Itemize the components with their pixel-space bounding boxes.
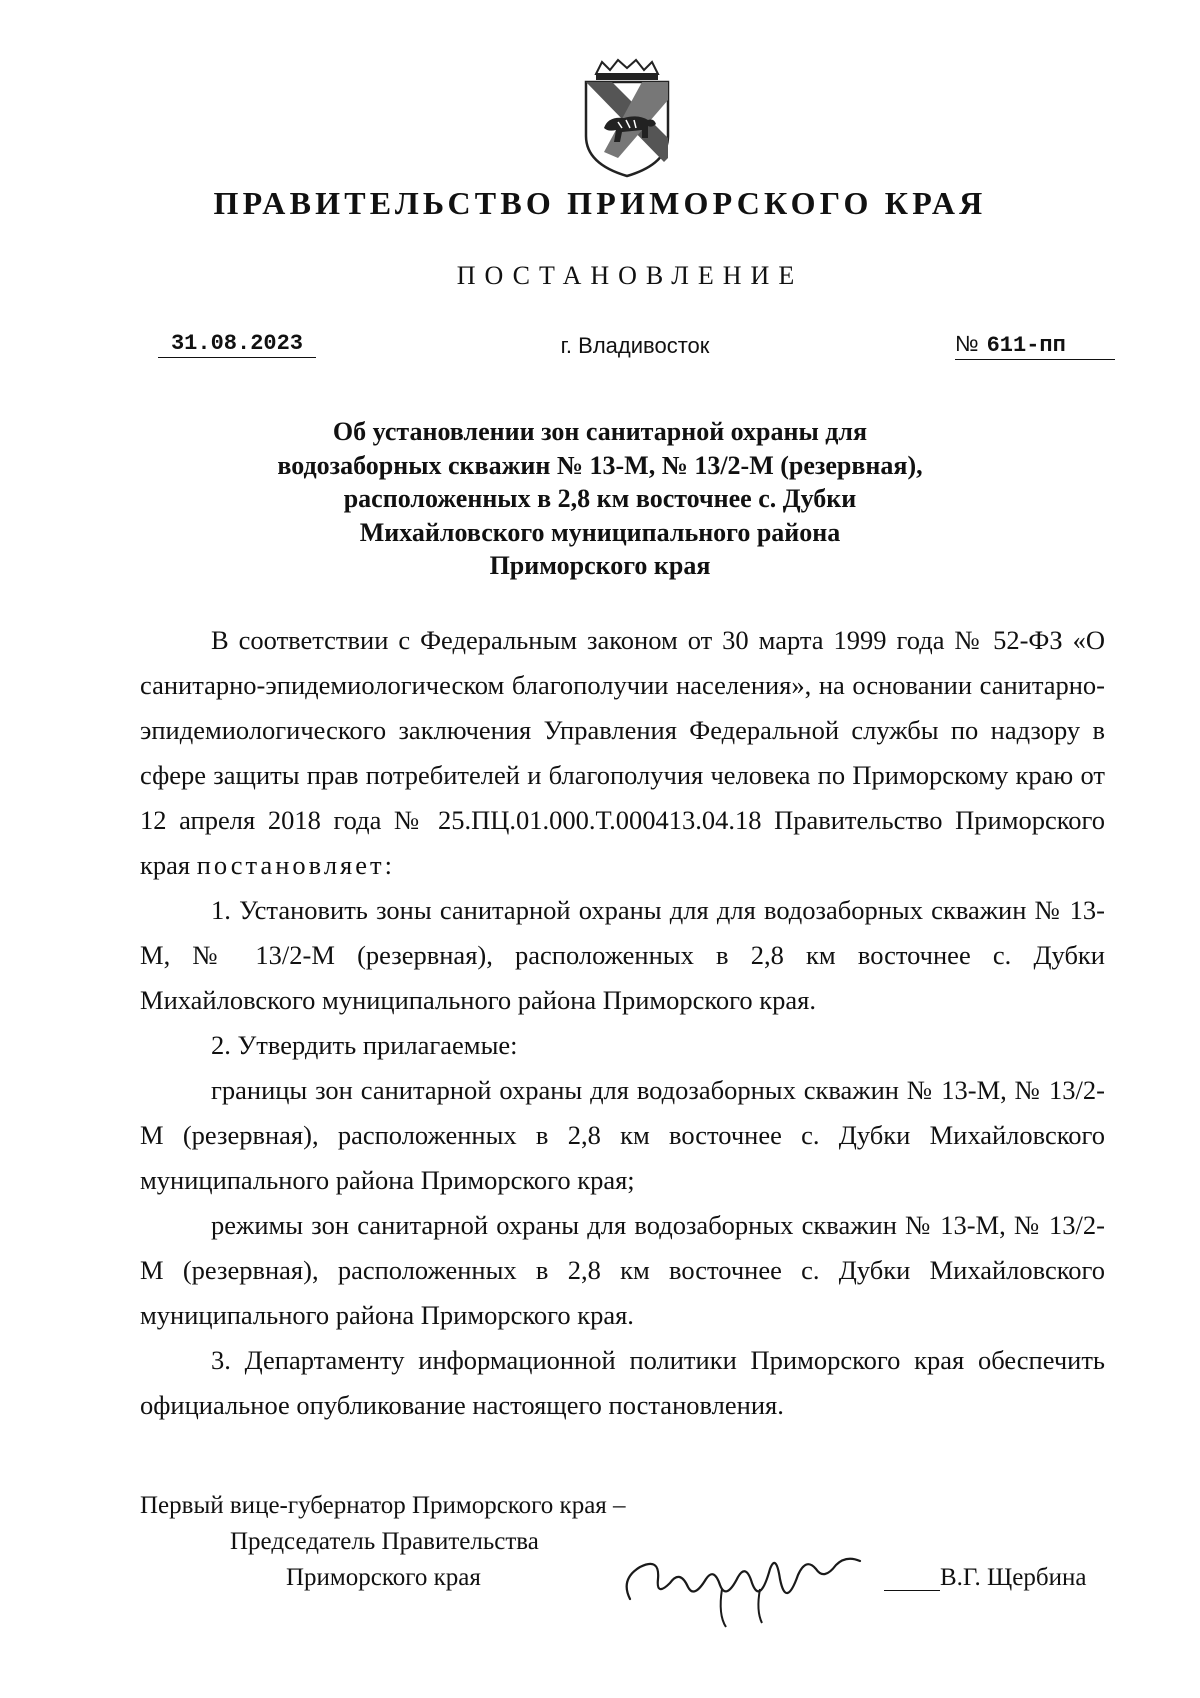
signer-position-line: Председатель Правительства (230, 1528, 539, 1555)
preamble-paragraph (140, 618, 1105, 888)
signer-name: В.Г. Щербина (940, 1564, 1087, 1591)
document-city: г. Владивосток (560, 333, 710, 358)
government-title: ПРАВИТЕЛЬСТВО ПРИМОРСКОГО КРАЯ (213, 185, 987, 221)
item-2-paragraph: 2. Утвердить прилагаемые: (211, 1030, 518, 1060)
primorsky-krai-coat-of-arms-icon (578, 58, 676, 180)
document-heading (0, 415, 1200, 583)
item-1-paragraph: 1. Установить зоны санитарной охраны для для водозаборных скважин № 13-М, № 13/2-М (резервная), расположенных в 2,8 км восточнее с. Дубки Михайловского муниципального района Приморского края. (140, 895, 1105, 1015)
heading-line: расположенных в 2,8 км восточнее с. Дубки (343, 484, 857, 513)
item-2a-paragraph: границы зон санитарной охраны для водозаборных скважин № 13-М, № 13/2-М (резервная), расположенных в 2,8 км восточнее с. Дубки Михайловского муниципального района Приморского края; (140, 1075, 1105, 1195)
signer-position-line: Приморского края (286, 1564, 481, 1591)
document-number (955, 331, 1115, 360)
number-label: № (955, 331, 979, 356)
signer-position-line: Первый вице-губернатор Приморского края – (140, 1492, 626, 1519)
heading-line: Михайловского муниципального района (359, 517, 841, 547)
heading-line: Приморского края (489, 551, 711, 580)
signature-rule (884, 1590, 940, 1591)
preamble-text: В соответствии с Федеральным законом от 30 марта 1999 года № 52-ФЗ «О санитарно-эпидемиологическом благополучии населения», на основании санитарно-эпидемиологического заключения Управления Федеральной службы по надзору в сфере защиты прав потребителей и благополучия человека по Приморскому краю от 12 апреля 2018 года № 25.ПЦ.01.000.Т.000413.04.18 Правительство Приморского края (140, 625, 1105, 880)
item-3-paragraph: 3. Департаменту информационной политики Приморского края обеспечить официальное опубликование настоящего постановления. (140, 1345, 1105, 1420)
heading-line: водозаборных скважин № 13-М, № 13/2-М (резервная), (277, 450, 923, 480)
heading-line: Об установлении зон санитарной охраны для (332, 417, 868, 446)
number-value: 611-пп (986, 333, 1066, 358)
item-2b-paragraph: режимы зон санитарной охраны для водозаборных скважин № 13-М, № 13/2-М (резервная), расположенных в 2,8 км восточнее с. Дубки Михайловского муниципального района Приморского края. (140, 1210, 1105, 1330)
document-body (140, 618, 1105, 1428)
document-date: 31.08.2023 (158, 331, 316, 358)
handwritten-signature (610, 1539, 880, 1629)
document-type: ПОСТАНОВЛЕНИЕ (456, 261, 804, 290)
decree-word: постановляет: (196, 850, 395, 880)
